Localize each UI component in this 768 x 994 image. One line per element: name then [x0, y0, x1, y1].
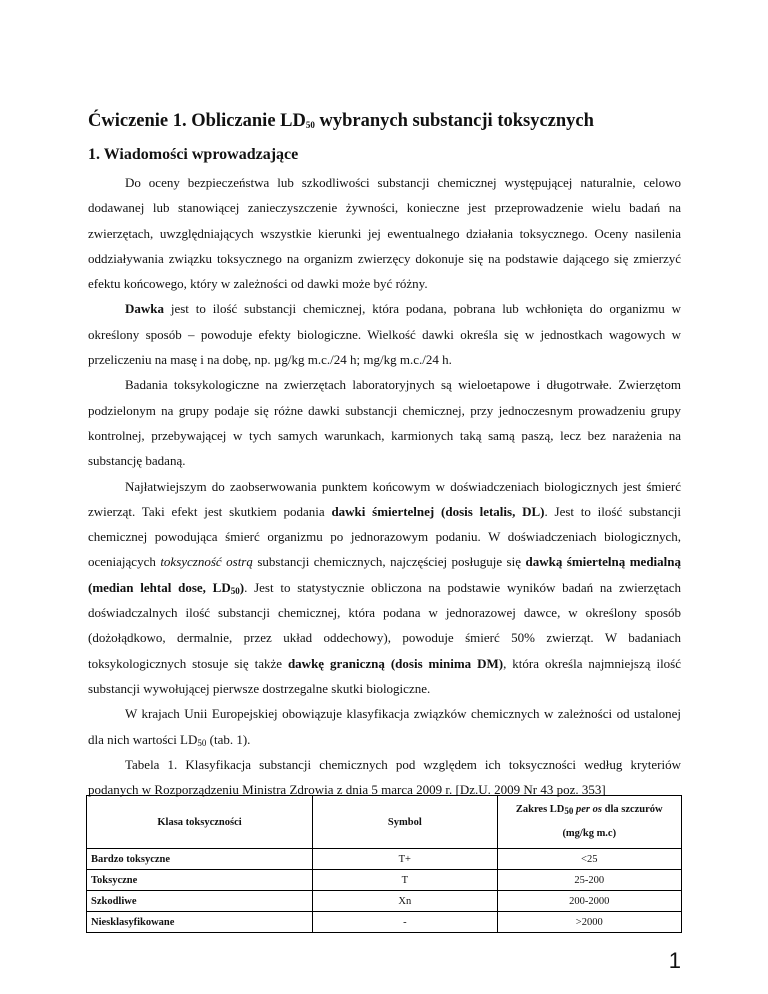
- table-caption: Tabela 1. Klasyfikacja substancji chemicznych pod względem ich toksyczności według kryteriów podanych w Rozporządzeniu Ministra Zdrowia z dnia 5 marca 2009 r. [Dz.U. 2009 Nr 43 poz. 353]: [88, 756, 681, 798]
- cell-klasa: Bardzo toksyczne: [87, 849, 313, 870]
- cell-klasa: Szkodliwe: [87, 891, 313, 912]
- cell-zakres: >2000: [497, 912, 681, 933]
- paragraph-5: [88, 701, 681, 752]
- title-subscript: 50: [305, 120, 315, 130]
- table-row: [87, 849, 682, 870]
- term-ld50-close: ): [239, 579, 245, 595]
- header-zakres-unit: (mg/kg m.c): [562, 828, 617, 839]
- header-zakres-sub: 50: [564, 806, 574, 816]
- p4-text-i: , która określa najmniejszą ilość substancji wywołującej pierwsze dostrzegalne skutki biologiczne.: [88, 655, 682, 696]
- header-zakres-per-os: per os: [573, 804, 602, 815]
- cell-klasa: Niesklasyfikowane: [87, 912, 313, 933]
- body-text: [88, 170, 681, 802]
- title-text: Ćwiczenie 1. Obliczanie LD: [88, 111, 306, 131]
- term-dawka-smiertelna: dawki śmiertelnej (dosis letalis, DL): [331, 503, 545, 519]
- paragraph-1: Do oceny bezpieczeństwa lub szkodliwości substancji chemicznej występującej naturalnie, celowo dodawanej lub stanowiącej zanieczyszczenie żywności, konieczne jest przeprowadzenie wielu badań na zwierzętach, uwzględniających wszystkie kierunki jej ewentualnego działania toksycznego. Oceny nasilenia oddziaływania związku toksycznego na organizm zwierzęcy dokonuje się na podstawie dającego się zmierzyć efektu końcowego, który w zależności od dawki może być różny.: [88, 175, 681, 292]
- header-symbol: Symbol: [313, 796, 497, 849]
- cell-symbol: T: [313, 870, 497, 891]
- classification-table: [86, 795, 682, 933]
- cell-symbol: Xn: [313, 891, 497, 912]
- table-row: [87, 870, 682, 891]
- cell-zakres: <25: [497, 849, 681, 870]
- table-header-row: [87, 796, 682, 849]
- p5-sub: 50: [197, 737, 207, 748]
- paragraph-2-text: jest to ilość substancji chemicznej, która podana, pobrana lub wchłonięta do organizmu w określony sposób – powoduje efekty biologiczne. Wielkość dawki określa się w jednostkach wagowych w przeliczeniu na masę i na dobę, np. µg/kg m.c./24 h; mg/kg m.c./24 h.: [88, 301, 681, 368]
- p4-text-a: Najłatwiejszym do zaobserwowania punktem końcowym w doświadczeniach biologicznych jest śmierć zwierząt. Taki efekt jest skutkiem podania: [88, 478, 681, 519]
- paragraph-4: [88, 474, 681, 702]
- term-dawka-graniczna: dawkę graniczną (dosis minima DM): [287, 655, 504, 671]
- term-ld50-text: dawką śmiertelną medialną (median lehtal dose, LD: [88, 554, 681, 595]
- table-row: [87, 891, 682, 912]
- header-zakres: [497, 796, 681, 849]
- paragraph-2: [88, 296, 681, 372]
- term-ld50-sub: 50: [230, 585, 240, 596]
- p4-text-g: . Jest to statystycznie obliczona na podstawie wyników badań na zwierzętach doświadczalnych ilość substancji chemicznej, która podana w jednorazowej dawce, w określony sposób (dożołądkowo, dermalnie, przez układ oddechowy), powoduje śmierć 50% zwierząt. W badaniach toksykologicznych stosuje się także: [88, 579, 681, 671]
- paragraph-3: Badania toksykologiczne na zwierzętach laboratoryjnych są wieloetapowe i długotrwałe. Zwierzętom podzielonym na grupy podaje się różne dawki substancji chemicznej, przy jednoczesnym prowadzeniu grupy kontrolnej, przebywającej w tych samych warunkach, karmionych taką samą paszą, lecz bez narażenia na substancję badaną.: [88, 377, 681, 469]
- exercise-title: [88, 111, 594, 132]
- term-dawka: Dawka: [125, 301, 165, 317]
- cell-symbol: -: [313, 912, 497, 933]
- term-toksycznosc-ostra: toksyczność ostrą: [160, 554, 253, 570]
- page-number: 1: [668, 948, 681, 973]
- cell-zakres: 25-200: [497, 870, 681, 891]
- header-zakres-text: Zakres LD: [515, 804, 565, 815]
- header-zakres-line1: [502, 798, 677, 822]
- table-row: [87, 912, 682, 933]
- p5-text-a: W krajach Unii Europejskiej obowiązuje klasyfikacja związków chemicznych w zależności od ustalonej dla nich wartości LD: [88, 706, 681, 747]
- cell-zakres: 200-2000: [497, 891, 681, 912]
- p4-text-c: . Jest to ilość substancji chemicznej powodująca śmierć organizmu po jednorazowym podaniu. W doświadczeniach biologicznych, oceniających: [88, 503, 681, 570]
- cell-klasa: Toksyczne: [87, 870, 313, 891]
- header-klasa: Klasa toksyczności: [87, 796, 313, 849]
- p5-text-b: (tab. 1).: [206, 731, 251, 747]
- title-text-end: wybranych substancji toksycznych: [314, 111, 594, 131]
- p4-text-e: substancji chemicznych, najczęściej posługuje się: [252, 554, 526, 570]
- section-title: 1. Wiadomości wprowadzające: [88, 146, 299, 163]
- cell-symbol: T+: [313, 849, 497, 870]
- header-zakres-text-b: dla szczurów: [601, 804, 663, 815]
